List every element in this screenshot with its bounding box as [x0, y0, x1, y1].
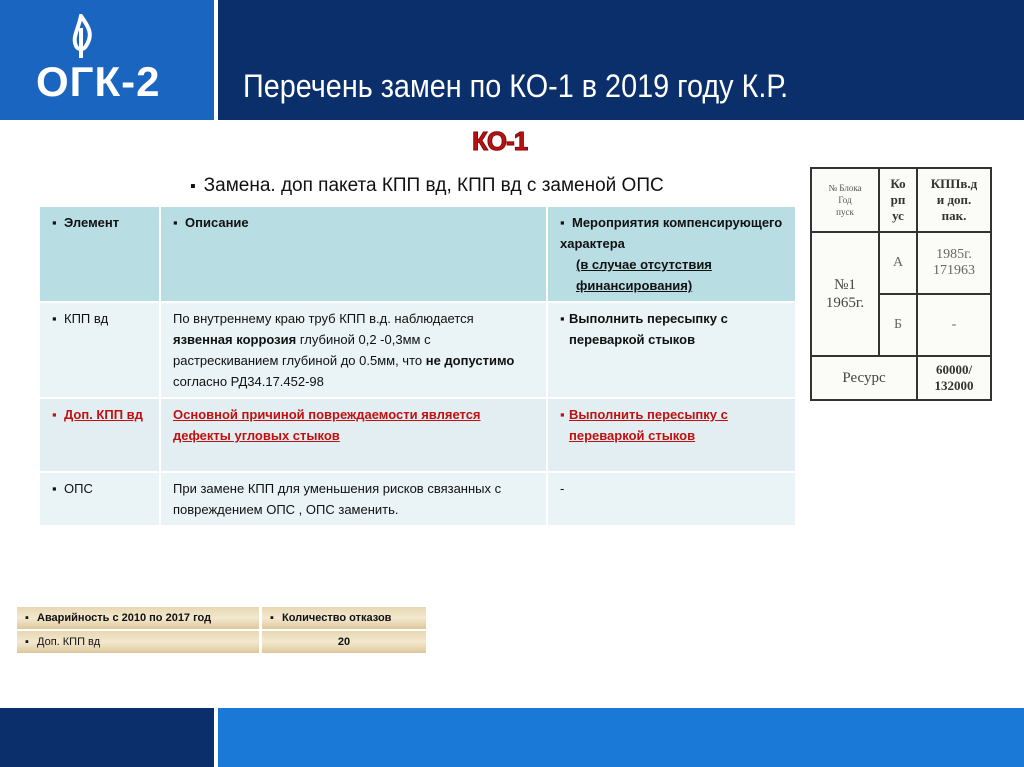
scan-value-a: 1985г. 171963: [917, 232, 991, 294]
row-measure: ▪ Выполнить пересыпку с переваркой стыков: [547, 302, 796, 398]
footer-right-bar: [218, 708, 1024, 767]
header-element: ▪ Элемент: [40, 207, 160, 302]
section-subtitle: [472, 126, 527, 157]
table-row: [40, 302, 796, 398]
logo-text: ОГК-2: [36, 58, 161, 105]
page-title: Перечень замен по КО-1 в 2019 году К.Р.: [243, 68, 789, 104]
table-row: [40, 472, 796, 526]
row-description: При замене КПП для уменьшения рисков связанных с повреждением ОПС , ОПС заменить.: [160, 472, 547, 526]
row-measure: ▪ Выполнить пересыпку с переваркой стыков: [547, 398, 796, 472]
scan-value-b: -: [917, 294, 991, 356]
stats-row-label: ▪ Доп. КПП вд: [17, 631, 259, 653]
row-element: ▪ КПП вд: [40, 302, 160, 398]
scan-corpus-b: Б: [879, 294, 917, 356]
scan-resource-value: 60000/ 132000: [917, 356, 991, 400]
scan-corpus-a: А: [879, 232, 917, 294]
replacements-table: [40, 207, 797, 527]
row-element: ▪ ОПС: [40, 472, 160, 526]
scan-header-block: № Блока Год пуск: [811, 168, 879, 232]
stats-header-period: ▪ Аварийность с 2010 по 2017 год: [17, 607, 259, 629]
scan-unit: №1 1965г.: [811, 232, 879, 356]
flame-logo-icon: [64, 14, 98, 58]
scan-header-corpus: Ко рп ус: [879, 168, 917, 232]
logo-panel: [0, 0, 214, 120]
row-description: По внутреннему краю труб КПП в.д. наблюдается язвенная коррозия глубиной 0,2 -0,3мм с растрескиванием глубиной до 0.5мм, что не допустимо согласно РД34.17.452-98: [160, 302, 547, 398]
table-row: [40, 398, 796, 472]
row-description: Основной причиной повреждаемости является дефекты угловых стыков: [160, 398, 547, 472]
row-element: ▪ Доп. КПП вд: [40, 398, 160, 472]
header-measures-note: (в случае отсутствия финансирования): [576, 257, 712, 293]
section-subtitle-text: КО-1: [472, 126, 528, 156]
footer-left-bar: [0, 708, 214, 767]
header-measures: ▪ Мероприятия компенсирующего характера (в случае отсутствия финансирования): [547, 207, 796, 302]
stats-header-count: ▪ Количество отказов: [262, 607, 426, 629]
scanned-resource-table: [810, 167, 992, 401]
stats-row-value: 20: [262, 631, 426, 653]
row-measure: -: [547, 472, 796, 526]
bullet-heading: ▪ Замена. доп пакета КПП вд, КПП вд с заменой ОПС: [190, 175, 664, 197]
header-description: ▪ Описание: [160, 207, 547, 302]
scan-header-kpp: КППв.д и доп. пак.: [917, 168, 991, 232]
table-header-row: [40, 207, 796, 302]
stats-header-row: [17, 607, 426, 629]
stats-row: [17, 631, 426, 653]
failure-stats-table: [14, 605, 429, 655]
scan-resource-label: Ресурс: [811, 356, 917, 400]
